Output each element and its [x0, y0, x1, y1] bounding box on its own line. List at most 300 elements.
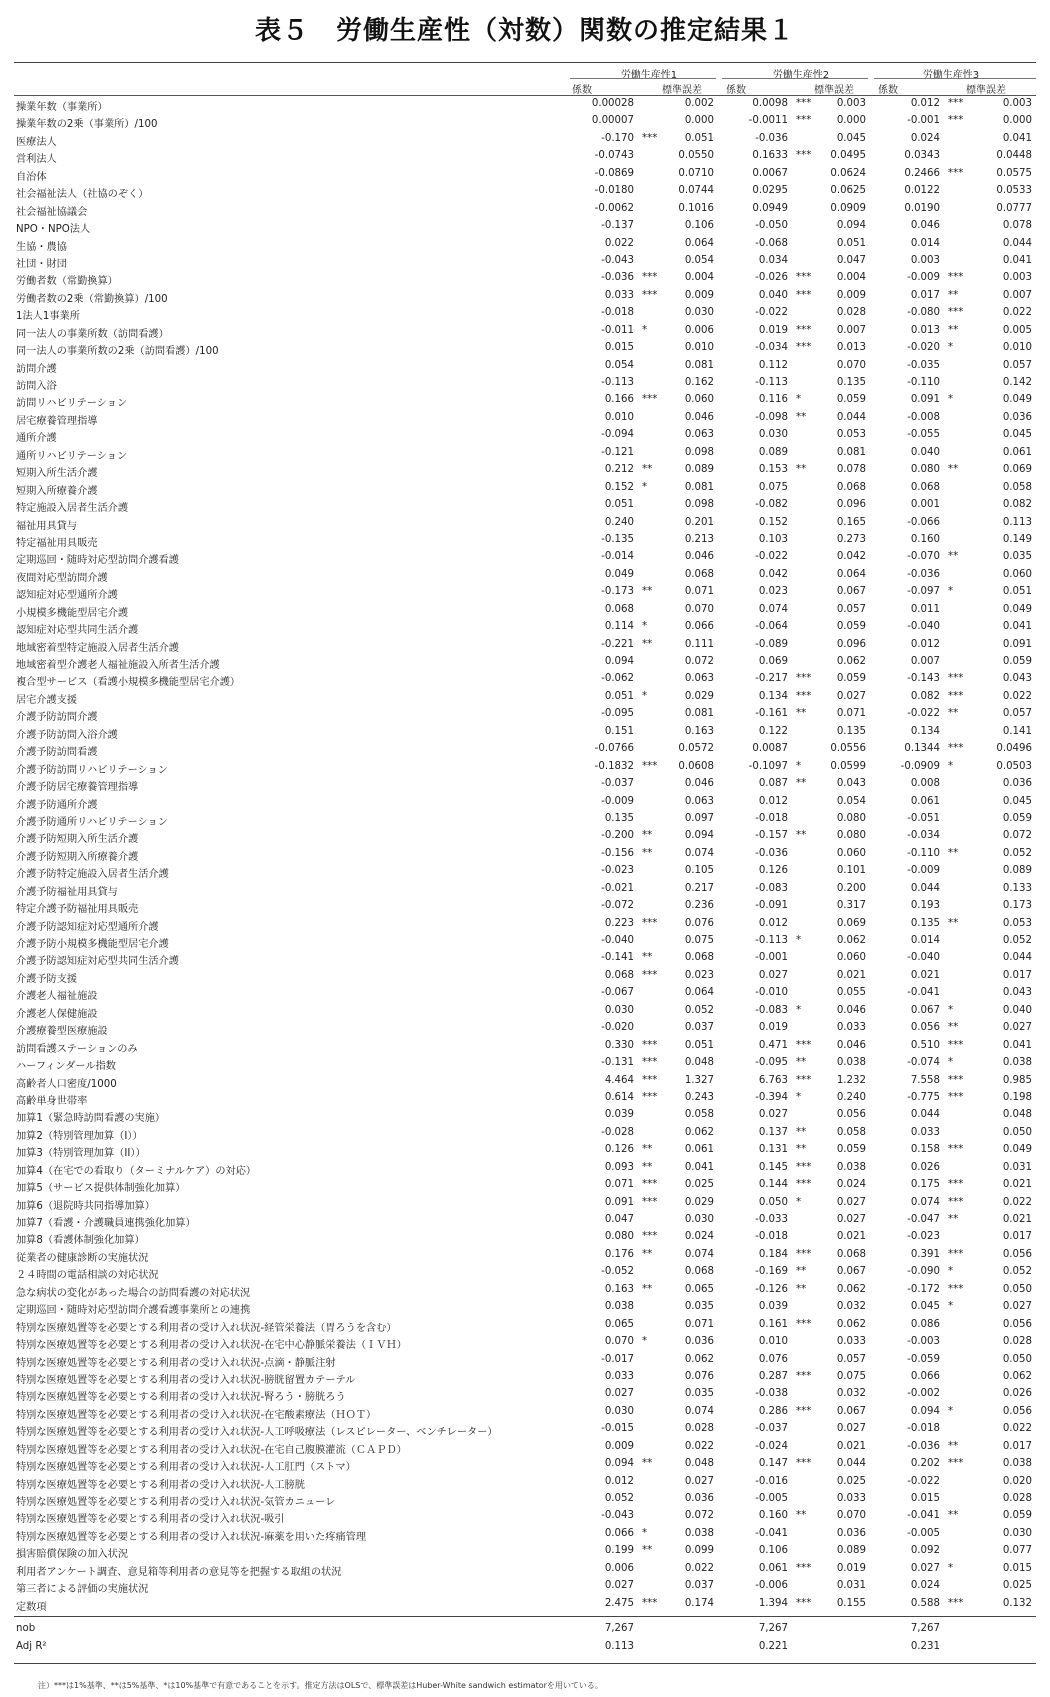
sig-2: ***	[796, 115, 812, 127]
coef-2: 0.012	[758, 795, 788, 807]
table-row	[14, 427, 1036, 444]
coef-2: 0.134	[758, 690, 788, 702]
sig-2: ***	[796, 324, 812, 336]
se-3: 0.038	[1002, 1057, 1032, 1069]
sig-3: **	[948, 708, 959, 720]
coef-2: 0.034	[758, 254, 788, 266]
table-row	[14, 828, 1036, 845]
se-3: 0.044	[1002, 237, 1032, 249]
coef-2: -0.005	[755, 1493, 788, 1504]
coef-1: -0.113	[601, 377, 634, 388]
page-title: 表５ 労働生産性（対数）関数の推定結果１	[254, 16, 795, 46]
coef-2: -0.089	[755, 638, 788, 650]
coef-2: 0.137	[758, 1126, 788, 1138]
sig-3: *	[948, 1405, 954, 1417]
sig-3: **	[948, 1440, 959, 1452]
sig-1: ***	[642, 969, 658, 981]
table-row	[14, 1334, 1036, 1351]
se-1: 0.074	[684, 1405, 714, 1417]
sig-3: **	[948, 289, 959, 301]
table-row	[14, 445, 1036, 462]
se-header-1: 標準誤差	[662, 85, 702, 96]
sig-3: ***	[948, 1144, 964, 1156]
se-3: 0.043	[1002, 673, 1032, 685]
coef-2: -0.024	[755, 1440, 788, 1452]
coef-2: 0.030	[758, 429, 788, 441]
se-1: 0.074	[684, 1248, 714, 1260]
coef-1: 0.176	[604, 1248, 634, 1260]
sig-1: *	[642, 1336, 648, 1348]
model-3-header: 労働生産性3	[922, 70, 980, 81]
coef-3: -0.051	[907, 812, 940, 824]
coef-3: -0.008	[907, 411, 940, 423]
se-3: 0.059	[1002, 656, 1032, 667]
se-1: 0.022	[684, 1562, 714, 1574]
table-row	[14, 1107, 1036, 1124]
se-2: 0.067	[836, 586, 866, 598]
se-2: 0.032	[836, 1301, 866, 1313]
se-1: 0.000	[684, 115, 714, 127]
se-3: 0.056	[1002, 1405, 1032, 1417]
table-row	[14, 863, 1036, 880]
row-label: 自治体	[16, 171, 47, 183]
coef-1: -0.018	[601, 307, 634, 319]
se-1: 0.072	[684, 1510, 714, 1522]
se-1: 0.099	[684, 1545, 714, 1557]
se-3: 0.060	[1002, 568, 1032, 580]
sig-3: **	[948, 324, 959, 336]
coef-3: -0.0909	[900, 760, 940, 772]
table-row	[14, 358, 1036, 375]
se-3: 0.056	[1002, 1248, 1032, 1260]
se-2: 0.094	[836, 220, 866, 232]
row-label: 損害賠償保険の加入状況	[16, 1549, 129, 1561]
se-2: 0.059	[836, 673, 866, 685]
se-3: 0.045	[1002, 795, 1032, 807]
table-row	[14, 1264, 1036, 1281]
coef-3: 0.015	[910, 1493, 940, 1504]
coef-2: 0.027	[758, 1109, 788, 1121]
table-row	[14, 706, 1036, 723]
se-3: 0.059	[1002, 812, 1032, 824]
coef-header-3: 係数	[878, 85, 898, 96]
table-row	[14, 218, 1036, 235]
table-row	[14, 794, 1036, 811]
coef-3: 0.027	[910, 1562, 940, 1574]
stat-value-1: 0.113	[604, 1641, 634, 1653]
se-2: 0.200	[836, 882, 866, 894]
sig-3: *	[948, 1057, 954, 1069]
sig-3: ***	[948, 1091, 964, 1103]
sig-3: ***	[948, 1248, 964, 1260]
coef-2: -0.033	[755, 1214, 788, 1225]
table-row	[14, 270, 1036, 287]
coef-1: 0.054	[604, 359, 634, 371]
se-3: 0.0503	[996, 760, 1032, 772]
row-label: 利用者アンケート調査、意見箱等利用者の意見等を把握する取組の状況	[16, 1566, 342, 1578]
se-1: 0.051	[684, 1039, 714, 1051]
table-row	[14, 183, 1036, 200]
coef-2: -0.394	[755, 1091, 788, 1103]
se-2: 0.059	[836, 621, 866, 633]
coef-1: 0.330	[604, 1039, 634, 1051]
stats-row	[14, 1621, 1036, 1639]
table-row	[14, 1421, 1036, 1438]
row-label: 通所介護	[16, 433, 57, 445]
coef-2: -0.016	[755, 1475, 788, 1487]
coef-3: -0.070	[907, 551, 940, 563]
table-row	[14, 1474, 1036, 1491]
coef-1: 0.066	[604, 1527, 634, 1539]
table-row	[14, 532, 1036, 549]
coef-3: -0.009	[907, 865, 940, 877]
coef-2: -0.041	[755, 1527, 788, 1539]
se-1: 0.072	[684, 656, 714, 667]
coef-2: 0.0098	[752, 98, 788, 109]
se-3: 0.059	[1002, 1510, 1032, 1522]
se-3: 0.072	[1002, 830, 1032, 842]
se-2: 0.070	[836, 1510, 866, 1522]
se-2: 0.032	[836, 1388, 866, 1400]
sig-2: *	[796, 1196, 802, 1208]
se-2: 0.0599	[830, 760, 866, 772]
coef-3: -0.110	[907, 377, 940, 388]
coef-1: -0.173	[601, 586, 634, 598]
sig-3: ***	[948, 167, 964, 179]
coef-1: 0.00028	[591, 98, 634, 109]
coef-2: 0.1633	[752, 150, 788, 162]
sig-3: *	[948, 586, 954, 598]
se-1: 0.075	[684, 935, 714, 946]
table-row	[14, 1561, 1036, 1578]
coef-1: -0.037	[601, 778, 634, 790]
se-1: 0.035	[684, 1388, 714, 1400]
se-1: 0.163	[684, 725, 714, 737]
coef-3: 0.193	[910, 900, 940, 912]
row-label: 労働者数の2乗（常勤換算）/100	[16, 293, 168, 305]
table-row	[14, 1282, 1036, 1299]
se-3: 0.049	[1002, 1144, 1032, 1156]
se-3: 0.041	[1002, 1039, 1032, 1051]
row-label: 特別な医療処置等を必要とする利用者の受け入れ状況-気管カニューレ	[16, 1497, 336, 1508]
sig-2: *	[796, 935, 802, 946]
row-label: 加算7（看護・介護職員連携強化加算）	[16, 1218, 196, 1229]
se-3: 0.078	[1002, 220, 1032, 232]
se-2: 0.062	[836, 935, 866, 946]
coef-3: -0.003	[907, 1336, 940, 1348]
coef-1: -0.131	[601, 1057, 634, 1069]
sig-3: **	[948, 551, 959, 563]
sig-2: **	[796, 708, 807, 720]
row-label: 加算5（サービス提供体制強化加算）	[16, 1183, 186, 1195]
coef-3: 0.007	[910, 656, 940, 667]
coef-1: 2.475	[604, 1597, 634, 1609]
coef-1: 0.114	[604, 621, 634, 633]
se-3: 0.052	[1002, 935, 1032, 946]
table-row	[14, 759, 1036, 776]
coef-2: -0.037	[755, 1423, 788, 1435]
se-3: 0.041	[1002, 132, 1032, 144]
se-1: 0.0608	[678, 760, 714, 772]
row-label: 認知症対応型通所介護	[16, 590, 118, 602]
se-3: 0.057	[1002, 359, 1032, 371]
table-row	[14, 1456, 1036, 1473]
coef-2: 0.061	[758, 1562, 788, 1574]
coef-2: 0.089	[758, 446, 788, 458]
coef-2: 0.027	[758, 969, 788, 981]
coef-3: -0.143	[907, 673, 940, 685]
coef-3: 0.391	[910, 1248, 940, 1260]
se-2: 0.056	[836, 1109, 866, 1121]
table-row	[14, 1090, 1036, 1107]
coef-2: -0.038	[755, 1388, 788, 1400]
coef-1: 0.163	[604, 1283, 634, 1295]
se-1: 0.030	[684, 307, 714, 319]
sig-1: **	[642, 952, 653, 964]
se-3: 0.082	[1002, 499, 1032, 511]
coef-3: 0.012	[910, 638, 940, 650]
sig-2: ***	[796, 1370, 812, 1382]
row-label: 居宅介護支援	[16, 694, 78, 706]
coef-2: -0.018	[755, 812, 788, 824]
se-1: 0.094	[684, 830, 714, 842]
coef-1: 0.015	[604, 342, 634, 354]
se-1: 0.068	[684, 1266, 714, 1278]
se-3: 0.050	[1002, 1353, 1032, 1365]
table-row	[14, 113, 1036, 130]
coef-3: 0.040	[910, 446, 940, 458]
sig-3: ***	[948, 743, 964, 755]
se-2: 0.317	[836, 900, 866, 912]
coef-2: 0.012	[758, 917, 788, 929]
table-row	[14, 637, 1036, 654]
sig-2: ***	[796, 1562, 812, 1574]
coef-2: -0.1097	[748, 760, 788, 772]
se-1: 0.076	[684, 917, 714, 929]
coef-3: 0.001	[910, 499, 940, 511]
se-1: 0.213	[684, 533, 714, 545]
se-1: 0.0572	[678, 743, 714, 755]
table-row	[14, 619, 1036, 636]
se-2: 0.033	[836, 1336, 866, 1348]
table-row	[14, 323, 1036, 340]
se-1: 0.074	[684, 847, 714, 859]
sig-1: ***	[642, 1597, 658, 1609]
se-2: 0.059	[836, 1144, 866, 1156]
se-2: 0.135	[836, 377, 866, 388]
coef-2: -0.001	[755, 952, 788, 964]
coef-2: -0.0011	[748, 115, 788, 127]
row-label: 操業年数（事業所）	[16, 102, 108, 113]
coef-1: -0.121	[601, 446, 634, 458]
sig-1: ***	[642, 1074, 658, 1086]
sig-3: *	[948, 342, 954, 354]
row-label: 加算4（在宅での看取り（ターミナルケア）の対応）	[16, 1165, 257, 1177]
coef-1: 0.094	[604, 1458, 634, 1470]
sig-1: ***	[642, 132, 658, 144]
coef-2: 0.074	[758, 603, 788, 615]
sig-1: **	[642, 1144, 653, 1156]
se-3: 0.041	[1002, 254, 1032, 266]
row-label: 短期入所生活介護	[16, 468, 98, 480]
coef-1: 0.022	[604, 237, 634, 249]
sig-2: **	[796, 411, 807, 423]
se-2: 0.004	[836, 272, 866, 284]
model-3-underline	[874, 78, 1036, 79]
se-2: 0.053	[836, 429, 866, 441]
se-1: 0.025	[684, 1179, 714, 1191]
sig-1: **	[642, 586, 653, 598]
se-2: 0.027	[836, 1214, 866, 1225]
coef-1: -0.221	[601, 638, 634, 650]
coef-2: -0.022	[755, 551, 788, 563]
coef-3: 0.134	[910, 725, 940, 737]
se-3: 0.017	[1002, 969, 1032, 981]
coef-1: 0.080	[604, 1231, 634, 1243]
coef-1: 0.152	[604, 481, 634, 493]
coef-1: -0.028	[601, 1126, 634, 1138]
coef-3: -0.041	[907, 1510, 940, 1522]
coef-3: -0.005	[907, 1527, 940, 1539]
se-3: 0.017	[1002, 1440, 1032, 1452]
coef-2: 0.122	[758, 725, 788, 737]
coef-1: -0.170	[601, 132, 634, 144]
se-3: 0.030	[1002, 1527, 1032, 1539]
table-row	[14, 166, 1036, 183]
row-label: 社会福祉協議会	[16, 206, 88, 218]
se-2: 0.009	[836, 289, 866, 301]
sig-2: *	[796, 1004, 802, 1016]
coef-1: -0.062	[601, 673, 634, 685]
coef-3: 0.0122	[904, 185, 940, 197]
se-3: 0.028	[1002, 1493, 1032, 1504]
row-label: 特別な医療処置等を必要とする利用者の受け入れ状況-在宅自己腹膜灌流（ＣＡＰＤ）	[16, 1444, 407, 1456]
coef-2: -0.126	[755, 1283, 788, 1295]
se-3: 0.061	[1002, 446, 1032, 458]
se-1: 0.106	[684, 220, 714, 232]
coef-1: 0.033	[604, 289, 634, 301]
sig-1: **	[642, 1283, 653, 1295]
se-3: 0.036	[1002, 411, 1032, 423]
se-2: 0.044	[836, 1458, 866, 1470]
se-2: 0.033	[836, 1493, 866, 1504]
table-row	[14, 1508, 1036, 1525]
table-row	[14, 811, 1036, 828]
row-label: 介護予防訪問リハビリテーション	[16, 764, 168, 776]
coef-3: 0.074	[910, 1196, 940, 1208]
sig-3: ***	[948, 307, 964, 319]
sig-2: ***	[796, 98, 812, 109]
row-label: 短期入所療養介護	[16, 485, 98, 497]
table-row	[14, 1195, 1036, 1212]
table-row	[14, 480, 1036, 497]
coef-3: 0.013	[910, 324, 940, 336]
se-2: 0.038	[836, 1161, 866, 1173]
coef-3: 0.510	[910, 1039, 940, 1051]
coef-1: 0.071	[604, 1179, 634, 1191]
row-label: 介護予防訪問介護	[16, 712, 98, 724]
table-row	[14, 253, 1036, 270]
se-1: 0.1016	[678, 202, 714, 214]
column-header-row	[14, 80, 1036, 96]
se-2: 0.075	[836, 1370, 866, 1382]
se-1: 0.058	[684, 1109, 714, 1121]
sig-2: *	[796, 1091, 802, 1103]
coef-3: 0.014	[910, 935, 940, 946]
stat-label: nob	[16, 1623, 36, 1635]
se-3: 0.043	[1002, 987, 1032, 999]
coef-1: -0.011	[601, 324, 634, 336]
coef-3: -0.022	[907, 1475, 940, 1487]
se-3: 0.010	[1002, 342, 1032, 354]
coef-1: -0.014	[601, 551, 634, 563]
coef-3: 0.014	[910, 237, 940, 249]
se-3: 0.007	[1002, 289, 1032, 301]
se-2: 0.081	[836, 446, 866, 458]
model-2-header: 労働生産性2	[772, 70, 830, 81]
sig-2: ***	[796, 1597, 812, 1609]
se-1: 0.111	[684, 638, 714, 650]
coef-3: 0.588	[910, 1597, 940, 1609]
coef-3: -0.036	[907, 1440, 940, 1452]
se-1: 0.098	[684, 446, 714, 458]
se-2: 0.165	[836, 516, 866, 528]
coef-2: 0.076	[758, 1353, 788, 1365]
se-2: 0.240	[836, 1091, 866, 1103]
coef-3: -0.020	[907, 342, 940, 354]
se-2: 0.062	[836, 656, 866, 667]
se-1: 0.006	[684, 324, 714, 336]
coef-3: 0.044	[910, 1109, 940, 1121]
row-label: 加算2（特別管理加算（I））	[16, 1130, 143, 1142]
sig-1: *	[642, 621, 648, 633]
se-3: 0.027	[1002, 1301, 1032, 1313]
sig-3: **	[948, 1510, 959, 1522]
se-2: 0.051	[836, 237, 866, 249]
coef-2: 0.161	[758, 1318, 788, 1330]
coef-1: -0.009	[601, 795, 634, 807]
coef-2: -0.157	[755, 830, 788, 842]
se-2: 0.055	[836, 987, 866, 999]
coef-2: -0.018	[755, 1231, 788, 1243]
coef-1: 0.009	[604, 1440, 634, 1452]
table-row	[14, 1038, 1036, 1055]
row-label: 営利法人	[16, 154, 57, 166]
table-row	[14, 898, 1036, 915]
coef-1: 0.00007	[591, 115, 634, 127]
row-label: 介護予防通所介護	[16, 799, 98, 811]
coef-3: -0.041	[907, 987, 940, 999]
sig-3: **	[948, 917, 959, 929]
se-2: 0.068	[836, 481, 866, 493]
sig-3: ***	[948, 1074, 964, 1086]
coef-2: 0.0087	[752, 743, 788, 755]
coef-2: 0.040	[758, 289, 788, 301]
sig-2: **	[796, 1144, 807, 1156]
sig-3: ***	[948, 272, 964, 284]
coef-3: -0.110	[907, 847, 940, 859]
se-1: 0.029	[684, 690, 714, 702]
row-label: 介護予防訪問看護	[16, 747, 98, 759]
se-3: 0.0777	[996, 202, 1032, 214]
row-label: 介護予防通所リハビリテーション	[16, 816, 168, 828]
row-label: 急な病状の変化があった場合の訪問看護の対応状況	[16, 1287, 251, 1299]
coef-1: 0.614	[604, 1091, 634, 1103]
se-3: 0.077	[1002, 1545, 1032, 1557]
table-row	[14, 1317, 1036, 1334]
sig-1: ***	[642, 760, 658, 772]
row-label: 夜間対応型訪問介護	[16, 572, 108, 584]
